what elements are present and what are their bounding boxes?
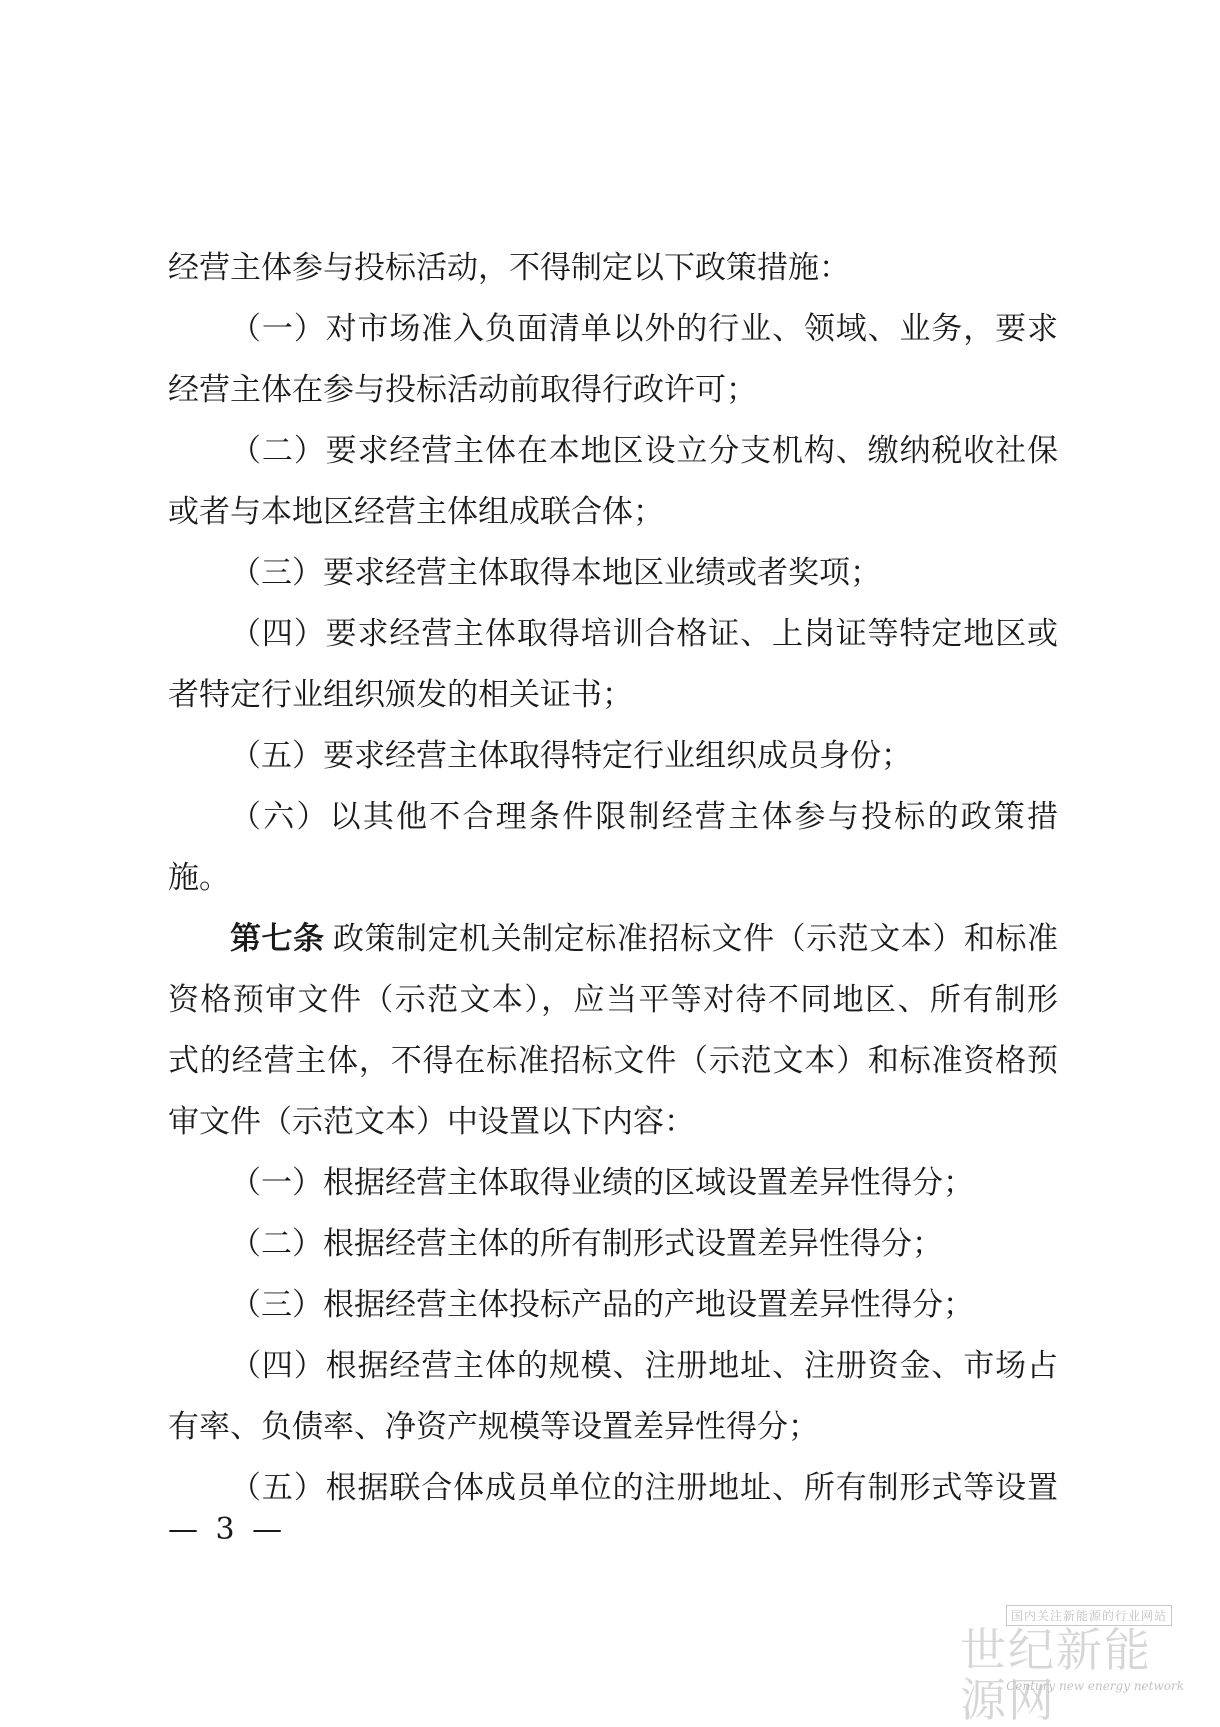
text-line: 政策制定机关制定标准招标文件（示范文本）和标准 [332,921,1058,957]
watermark-tagline: 国内关注新能源的行业网站 [1006,1605,1172,1626]
text-line: （二）要求经营主体在本地区设立分支机构、缴纳税收社保 [230,433,1058,469]
watermark-logo [960,1605,1190,1727]
article-heading: 第七条 [230,921,325,957]
text-line: 者特定行业组织颁发的相关证书； [168,677,633,713]
text-line: 式的经营主体，不得在标准招标文件（示范文本）和标准资格预 [168,1043,1058,1079]
text-line: （三）根据经营主体投标产品的产地设置差异性得分； [230,1287,974,1323]
text-line: 审文件（示范文本）中设置以下内容： [168,1104,695,1140]
watermark-name: 世纪新能源网 [960,1623,1152,1727]
text-line: 有率、负债率、净资产规模等设置差异性得分； [168,1409,819,1445]
text-line: 施。 [168,860,230,896]
text-line: （五）要求经营主体取得特定行业组织成员身份； [230,738,912,774]
watermark-english: Century new energy network [1006,1679,1184,1693]
page-number: — 3 — [168,1512,287,1547]
text-line: （四）根据经营主体的规模、注册地址、注册资金、市场占 [230,1348,1058,1384]
text-line: 经营主体在参与投标活动前取得行政许可； [168,372,757,408]
text-line: （五）根据联合体成员单位的注册地址、所有制形式等设置 [230,1470,1058,1506]
text-line: （六）以其他不合理条件限制经营主体参与投标的政策措 [230,799,1058,835]
text-line: 资格预审文件（示范文本），应当平等对待不同地区、所有制形 [168,982,1058,1018]
text-line: （三）要求经营主体取得本地区业绩或者奖项； [230,555,881,591]
text-line: （一）根据经营主体取得业绩的区域设置差异性得分； [230,1165,974,1201]
article-line [168,909,1058,970]
text-line: （一）对市场准入负面清单以外的行业、领域、业务，要求 [230,311,1058,347]
text-line: （四）要求经营主体取得培训合格证、上岗证等特定地区或 [230,616,1058,652]
text-line: 或者与本地区经营主体组成联合体； [168,494,664,530]
document-body [168,238,1058,1519]
text-line: 经营主体参与投标活动，不得制定以下政策措施： [168,250,850,286]
text-line: （二）根据经营主体的所有制形式设置差异性得分； [230,1226,943,1262]
